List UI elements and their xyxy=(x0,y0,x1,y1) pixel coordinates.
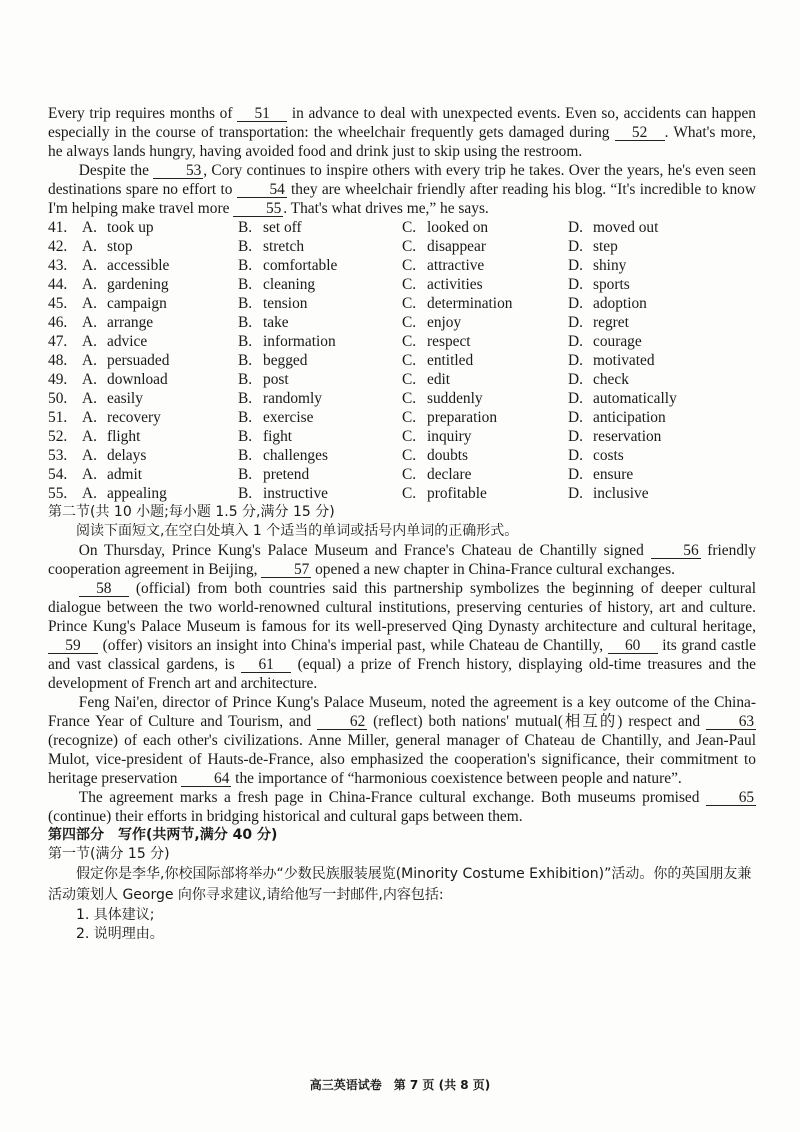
option-c[interactable] xyxy=(402,446,568,465)
question-number: 43. xyxy=(48,257,68,274)
text: On Thursday, Prince Kung's Palace Museum and France's Chateau de Chantilly signed xyxy=(78,542,651,559)
option-text: enjoy xyxy=(427,314,462,331)
blank-65[interactable]: 65 xyxy=(706,790,756,806)
option-d[interactable] xyxy=(568,332,756,351)
option-label: C. xyxy=(402,238,417,255)
option-text: begged xyxy=(263,352,308,369)
option-label: A. xyxy=(82,276,97,293)
option-text: inquiry xyxy=(427,428,472,445)
option-text: anticipation xyxy=(593,409,666,426)
blank-64[interactable]: 64 xyxy=(181,771,231,787)
option-label: C. xyxy=(402,276,417,293)
option-text: adoption xyxy=(593,295,647,312)
option-label: D. xyxy=(568,333,583,350)
option-text: step xyxy=(593,238,618,255)
option-label: A. xyxy=(82,257,97,274)
option-text: download xyxy=(107,371,168,388)
option-text: stretch xyxy=(263,238,305,255)
option-text: entitled xyxy=(427,352,474,369)
option-label: D. xyxy=(568,276,583,293)
writing-item-2: 2. 说明理由。 xyxy=(76,926,164,942)
option-text: shiny xyxy=(593,257,627,274)
option-c[interactable] xyxy=(402,408,568,427)
option-text: take xyxy=(263,314,289,331)
option-label: A. xyxy=(82,428,97,445)
option-label: D. xyxy=(568,219,583,236)
option-label: B. xyxy=(238,409,253,426)
blank-51[interactable]: 51 xyxy=(237,106,287,122)
text: (reflect) both nations' mutual(相互的) respect and xyxy=(367,713,706,730)
text: . That's what drives me,” he says. xyxy=(283,200,489,217)
part4-subheading: 第一节(满分 15 分) xyxy=(48,846,170,862)
option-row xyxy=(48,313,756,332)
option-text: recovery xyxy=(107,409,161,426)
text: Every trip requires months of xyxy=(48,105,238,122)
text: (recognize) of each other's civilizations. Anne Miller, general manager of Chateau de Chantilly, and Jean-Paul Mulot, vice-president of Hauts-de-France, also emphasized the cooperation's significance, their commitment to heritage preservation xyxy=(48,732,756,787)
blank-55[interactable]: 55 xyxy=(233,201,283,217)
option-a[interactable] xyxy=(82,313,238,332)
option-label: B. xyxy=(238,371,253,388)
option-text: flight xyxy=(107,428,141,445)
option-label: D. xyxy=(568,428,583,445)
option-b[interactable] xyxy=(238,256,402,275)
option-text: respect xyxy=(427,333,471,350)
section2-heading: 第二节(共 10 小题;每小题 1.5 分,满分 15 分) xyxy=(48,504,335,520)
option-row xyxy=(48,351,756,370)
option-text: persuaded xyxy=(107,352,170,369)
option-label: C. xyxy=(402,257,417,274)
option-label: A. xyxy=(82,466,97,483)
option-text: doubts xyxy=(427,447,469,464)
option-a[interactable] xyxy=(82,351,238,370)
option-label: C. xyxy=(402,295,417,312)
option-text: moved out xyxy=(593,219,659,236)
option-label: A. xyxy=(82,485,97,502)
option-label: C. xyxy=(402,352,417,369)
option-text: automatically xyxy=(593,390,677,407)
option-row xyxy=(48,332,756,351)
option-text: edit xyxy=(427,371,451,388)
option-text: check xyxy=(593,371,629,388)
option-label: A. xyxy=(82,314,97,331)
option-row xyxy=(48,427,756,446)
option-c[interactable] xyxy=(402,389,568,408)
option-c[interactable] xyxy=(402,484,568,503)
option-text: costs xyxy=(593,447,624,464)
option-text: took up xyxy=(107,219,154,236)
option-text: gardening xyxy=(107,276,169,293)
option-label: D. xyxy=(568,352,583,369)
option-text: delays xyxy=(107,447,147,464)
text: in advance to deal with unexpected events. Even so, accidents can happen especially in the course of transportation: the wheelchair frequently gets damaged during xyxy=(48,105,756,141)
option-a[interactable] xyxy=(82,218,238,237)
option-a[interactable] xyxy=(82,408,238,427)
text: (offer) visitors an insight into China's imperial past, while Chateau de Chantilly, xyxy=(98,637,608,654)
option-text: appealing xyxy=(107,485,167,502)
option-text: pretend xyxy=(263,466,310,483)
option-b[interactable] xyxy=(238,218,402,237)
option-d[interactable] xyxy=(568,484,756,503)
option-label: B. xyxy=(238,295,253,312)
section2-instruction: 阅读下面短文,在空白处填入 1 个适当的单词或括号内单词的正确形式。 xyxy=(76,523,519,539)
part4-heading: 第四部分 写作(共两节,满分 40 分) xyxy=(48,827,278,843)
option-label: A. xyxy=(82,219,97,236)
option-label: C. xyxy=(402,428,417,445)
option-text: easily xyxy=(107,390,143,407)
option-row xyxy=(48,370,756,389)
option-label: D. xyxy=(568,409,583,426)
question-number: 44. xyxy=(48,276,68,293)
option-a[interactable] xyxy=(82,256,238,275)
option-text: fight xyxy=(263,428,293,445)
option-text: ensure xyxy=(593,466,634,483)
grammar-paragraph-3 xyxy=(48,693,756,788)
blank-59[interactable]: 59 xyxy=(48,638,98,654)
option-label: A. xyxy=(82,295,97,312)
option-label: C. xyxy=(402,447,417,464)
option-a[interactable] xyxy=(82,275,238,294)
option-text: sports xyxy=(593,276,630,293)
option-c[interactable] xyxy=(402,332,568,351)
option-d[interactable] xyxy=(568,465,756,484)
option-text: determination xyxy=(427,295,513,312)
option-text: looked on xyxy=(427,219,489,236)
option-b[interactable] xyxy=(238,332,402,351)
option-label: D. xyxy=(568,390,583,407)
option-label: D. xyxy=(568,295,583,312)
exam-page xyxy=(48,104,756,944)
option-b[interactable] xyxy=(238,408,402,427)
option-a[interactable] xyxy=(82,446,238,465)
option-text: comfortable xyxy=(263,257,338,274)
option-label: B. xyxy=(238,257,253,274)
blank-53[interactable]: 53 xyxy=(153,163,203,179)
option-row xyxy=(48,256,756,275)
question-number: 53. xyxy=(48,447,68,464)
option-text: motivated xyxy=(593,352,655,369)
option-text: declare xyxy=(427,466,472,483)
option-d[interactable] xyxy=(568,256,756,275)
option-d[interactable] xyxy=(568,294,756,313)
option-label: B. xyxy=(238,428,253,445)
question-number: 55. xyxy=(48,485,68,502)
option-text: suddenly xyxy=(427,390,483,407)
option-text: accessible xyxy=(107,257,170,274)
option-b[interactable] xyxy=(238,351,402,370)
option-text: cleaning xyxy=(263,276,316,293)
text: they are wheelchair friendly after reading his blog. “It's incredible to know I'm helping make travel more xyxy=(48,181,756,217)
option-label: B. xyxy=(238,276,253,293)
option-b[interactable] xyxy=(238,484,402,503)
option-row xyxy=(48,484,756,503)
option-label: D. xyxy=(568,485,583,502)
option-b[interactable] xyxy=(238,370,402,389)
text: The agreement marks a fresh page in China-France cultural exchange. Both museums promised xyxy=(78,789,706,806)
option-text: set off xyxy=(263,219,302,236)
option-c[interactable] xyxy=(402,218,568,237)
text: opened a new chapter in China-France cultural exchanges. xyxy=(311,561,675,578)
writing-task: 假定你是李华,你校国际部将举办“少数民族服装展览(Minority Costume Exhibition)”活动。你的英国朋友兼活动策划人 George 向你寻求建议,请给他写一封邮件,内容包括: xyxy=(48,866,752,903)
option-text: challenges xyxy=(263,447,328,464)
blank-60[interactable]: 60 xyxy=(608,638,658,654)
option-row xyxy=(48,237,756,256)
option-a[interactable] xyxy=(82,237,238,256)
option-label: A. xyxy=(82,238,97,255)
text: Feng Nai'en, director of Prince Kung's Palace Museum, noted the agreement is a key outcome of the China-France Year of Culture and Tourism, and xyxy=(48,694,756,730)
option-label: B. xyxy=(238,219,253,236)
question-number: 42. xyxy=(48,238,68,255)
writing-item-1: 1. 具体建议; xyxy=(76,907,155,923)
option-text: inclusive xyxy=(593,485,649,502)
option-row xyxy=(48,446,756,465)
option-label: D. xyxy=(568,257,583,274)
blank-56[interactable]: 56 xyxy=(651,543,701,559)
option-label: A. xyxy=(82,390,97,407)
text: . What's more, he always lands hungry, having avoided food and drink just to skip using the restroom. xyxy=(48,124,757,160)
option-c[interactable] xyxy=(402,313,568,332)
option-label: C. xyxy=(402,466,417,483)
option-label: B. xyxy=(238,466,253,483)
option-c[interactable] xyxy=(402,370,568,389)
option-b[interactable] xyxy=(238,427,402,446)
option-label: B. xyxy=(238,314,253,331)
blank-52[interactable]: 52 xyxy=(615,125,665,141)
option-label: D. xyxy=(568,447,583,464)
option-text: advice xyxy=(107,333,148,350)
option-label: B. xyxy=(238,485,253,502)
option-b[interactable] xyxy=(238,275,402,294)
text: friendly cooperation agreement in Beijing, xyxy=(48,542,756,578)
option-label: B. xyxy=(238,352,253,369)
options-list xyxy=(48,218,756,503)
option-b[interactable] xyxy=(238,313,402,332)
text: the importance of “harmonious coexistence between people and nature”. xyxy=(231,770,682,787)
option-row xyxy=(48,389,756,408)
option-text: disappear xyxy=(427,238,486,255)
option-a[interactable] xyxy=(82,427,238,446)
option-text: exercise xyxy=(263,409,314,426)
option-text: information xyxy=(263,333,336,350)
option-text: regret xyxy=(593,314,629,331)
option-label: C. xyxy=(402,219,417,236)
option-b[interactable] xyxy=(238,237,402,256)
option-d[interactable] xyxy=(568,237,756,256)
option-text: attractive xyxy=(427,257,485,274)
option-d[interactable] xyxy=(568,351,756,370)
option-label: D. xyxy=(568,371,583,388)
text: (continue) their efforts in bridging historical and cultural gaps between them. xyxy=(48,808,523,825)
text: (equal) a prize of French history, displaying old-time treasures and the development of French art and architecture. xyxy=(48,656,756,692)
option-text: admit xyxy=(107,466,143,483)
option-d[interactable] xyxy=(568,313,756,332)
blank-63[interactable]: 63 xyxy=(706,714,756,730)
option-a[interactable] xyxy=(82,332,238,351)
option-text: instructive xyxy=(263,485,328,502)
grammar-paragraph-1 xyxy=(48,541,756,579)
question-number: 45. xyxy=(48,295,68,312)
option-label: B. xyxy=(238,238,253,255)
option-a[interactable] xyxy=(82,370,238,389)
option-label: C. xyxy=(402,314,417,331)
option-label: C. xyxy=(402,333,417,350)
text: (official) from both countries said this partnership symbolizes the beginning of deeper cultural dialogue between the two world-renowned cultural institutions, preserving centuries of history, art and culture. Prince Kung's Palace Museum is famous for its well-preserved Qing Dynasty architecture and cultural heritage, xyxy=(48,580,756,635)
option-text: post xyxy=(263,371,289,388)
option-row xyxy=(48,465,756,484)
text: Despite the xyxy=(78,162,154,179)
text: its grand castle and vast classical gardens, is xyxy=(48,637,756,673)
option-d[interactable] xyxy=(568,446,756,465)
option-text: courage xyxy=(593,333,642,350)
option-a[interactable] xyxy=(82,465,238,484)
option-text: profitable xyxy=(427,485,487,502)
option-a[interactable] xyxy=(82,484,238,503)
option-c[interactable] xyxy=(402,275,568,294)
option-c[interactable] xyxy=(402,465,568,484)
option-text: activities xyxy=(427,276,483,293)
option-label: A. xyxy=(82,447,97,464)
option-text: reservation xyxy=(593,428,662,445)
option-d[interactable] xyxy=(568,427,756,446)
option-text: preparation xyxy=(427,409,498,426)
option-row xyxy=(48,218,756,237)
question-number: 46. xyxy=(48,314,68,331)
option-d[interactable] xyxy=(568,408,756,427)
passage-paragraph-2 xyxy=(48,161,756,218)
question-number: 54. xyxy=(48,466,68,483)
option-d[interactable] xyxy=(568,218,756,237)
blank-57[interactable]: 57 xyxy=(261,562,311,578)
text: , Cory continues to inspire others with every trip he takes. Over the years, he's even seen destinations spare no effort to xyxy=(48,162,756,198)
blank-58[interactable]: 58 xyxy=(79,581,129,597)
question-number: 41. xyxy=(48,219,68,236)
option-label: A. xyxy=(82,371,97,388)
option-b[interactable] xyxy=(238,389,402,408)
option-label: A. xyxy=(82,333,97,350)
option-row xyxy=(48,408,756,427)
option-label: C. xyxy=(402,371,417,388)
grammar-paragraph-4 xyxy=(48,788,756,826)
option-label: D. xyxy=(568,238,583,255)
question-number: 52. xyxy=(48,428,68,445)
option-text: randomly xyxy=(263,390,322,407)
option-b[interactable] xyxy=(238,446,402,465)
option-d[interactable] xyxy=(568,370,756,389)
option-label: B. xyxy=(238,447,253,464)
option-label: B. xyxy=(238,333,253,350)
blank-61[interactable]: 61 xyxy=(241,657,291,673)
option-label: A. xyxy=(82,409,97,426)
passage-paragraph-1 xyxy=(48,104,756,161)
option-label: C. xyxy=(402,485,417,502)
option-text: campaign xyxy=(107,295,167,312)
page-footer: 高三英语试卷 第 7 页 (共 8 页) xyxy=(309,1078,491,1092)
question-number: 49. xyxy=(48,371,68,388)
question-number: 47. xyxy=(48,333,68,350)
option-text: arrange xyxy=(107,314,154,331)
question-number: 50. xyxy=(48,390,68,407)
option-c[interactable] xyxy=(402,294,568,313)
question-number: 48. xyxy=(48,352,68,369)
option-label: D. xyxy=(568,314,583,331)
option-c[interactable] xyxy=(402,237,568,256)
option-text: stop xyxy=(107,238,133,255)
option-c[interactable] xyxy=(402,256,568,275)
option-text: tension xyxy=(263,295,308,312)
blank-62[interactable]: 62 xyxy=(317,714,367,730)
question-number: 51. xyxy=(48,409,68,426)
option-label: A. xyxy=(82,352,97,369)
grammar-paragraph-2 xyxy=(48,579,756,693)
option-label: C. xyxy=(402,409,417,426)
option-c[interactable] xyxy=(402,351,568,370)
option-row xyxy=(48,294,756,313)
option-c[interactable] xyxy=(402,427,568,446)
option-label: D. xyxy=(568,466,583,483)
option-row xyxy=(48,275,756,294)
option-b[interactable] xyxy=(238,465,402,484)
option-b[interactable] xyxy=(238,294,402,313)
option-label: B. xyxy=(238,390,253,407)
option-d[interactable] xyxy=(568,275,756,294)
blank-54[interactable]: 54 xyxy=(237,182,287,198)
option-d[interactable] xyxy=(568,389,756,408)
option-label: C. xyxy=(402,390,417,407)
option-a[interactable] xyxy=(82,294,238,313)
option-a[interactable] xyxy=(82,389,238,408)
